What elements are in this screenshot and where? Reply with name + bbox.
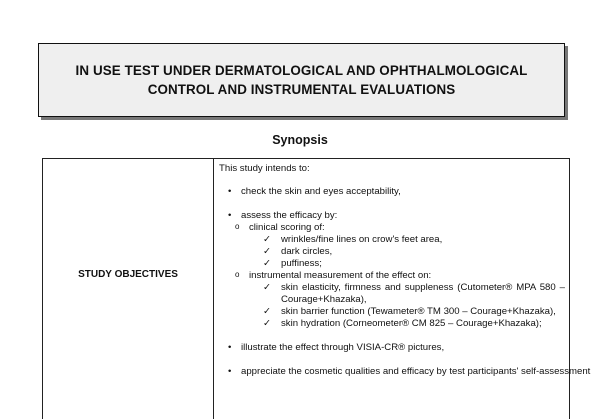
check-item-text: puffiness; [281,258,322,269]
check-item [219,246,565,258]
bullet-icon: • [228,366,232,377]
circle-bullet-icon: o [235,222,240,231]
list-item [219,210,565,222]
checkmark-icon: ✓ [263,258,272,269]
row-label-study-objectives: STUDY OBJECTIVES [78,269,178,280]
check-item [219,258,565,270]
checkmark-icon: ✓ [263,246,272,257]
bullet-icon: • [228,210,232,221]
check-item [219,318,565,330]
check-item-text: wrinkles/fine lines on crow's feet area, [281,234,443,245]
objective-text: assess the efficacy by: [241,210,338,221]
document-title-box [38,43,565,117]
objective-text: check the skin and eyes acceptability, [241,186,401,197]
check-item-text: skin hydration (Corneometer® CM 825 – Courage+Khazaka); [281,318,542,329]
circle-bullet-icon: o [235,270,240,279]
section-heading: Synopsis [272,133,328,147]
checkmark-icon: ✓ [263,318,272,329]
check-item-text: dark circles, [281,246,333,257]
list-item [219,366,591,378]
list-item [219,342,565,354]
bullet-icon: • [228,186,232,197]
objective-text: appreciate the cosmetic qualities and efficacy by test participants' self-assessment [241,366,591,377]
document-title-line-2: CONTROL AND INSTRUMENTAL EVALUATIONS [147,82,456,97]
objectives-content [219,163,591,378]
check-item-text: skin elasticity, firmness and suppleness (Cutometer® MPA 580 – Courage+Khazaka), [281,282,565,305]
list-item [219,186,565,198]
objective-text: illustrate the effect through VISIA-CR® pictures, [241,342,445,353]
check-item [219,306,565,318]
check-item [219,282,565,306]
bullet-icon: • [228,342,232,353]
synopsis-table [42,158,591,419]
sub-item [219,270,565,282]
sub-item [219,222,565,234]
check-item [219,234,565,246]
checkmark-icon: ✓ [263,306,272,317]
sub-item-text: instrumental measurement of the effect on: [249,270,432,281]
sub-item-text: clinical scoring of: [249,222,325,233]
column-divider [213,159,214,419]
check-item-text: skin barrier function (Tewameter® TM 300 – Courage+Khazaka), [281,306,556,317]
intro-text: This study intends to: [219,163,310,174]
checkmark-icon: ✓ [263,234,272,245]
document-title-line-1: IN USE TEST UNDER DERMATOLOGICAL AND OPHTHALMOLOGICAL [75,63,528,78]
checkmark-icon: ✓ [263,282,272,293]
